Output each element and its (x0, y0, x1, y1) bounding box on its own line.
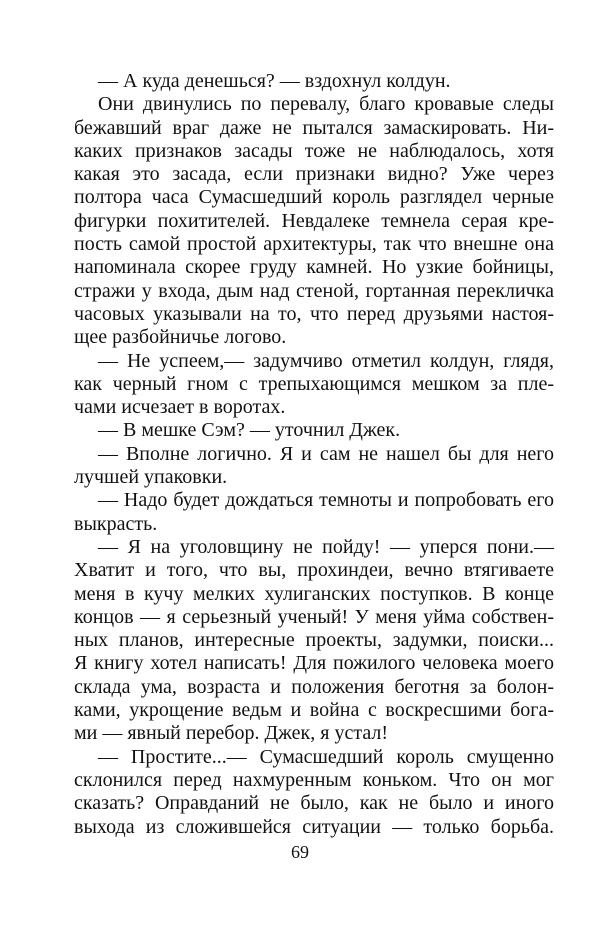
text-line: напоминала скорее груду камней. Но узкие бойницы, (74, 256, 554, 279)
text-line: бежавший враг даже не пытался замаскировать. Ни- (74, 116, 554, 139)
text-line: ками, укрощение ведьм и война с воскресшими бога- (74, 699, 554, 722)
text-line: Я книгу хотел написать! Для пожилого человека моего (74, 652, 554, 675)
text-line: меня в кучу мелких хулиганских поступков. В конце (74, 582, 554, 605)
text-line: щее разбойничье логово. (74, 326, 287, 349)
text-line: ми — явный перебор. Джек, я устал! (74, 722, 389, 745)
book-page-text (74, 70, 554, 839)
text-line: фигурки похитителей. Невдалеке темнела серая кре- (74, 209, 554, 232)
page-number: 69 (291, 842, 309, 862)
text-line: выхода из сложившейся ситуации — только борьба. (74, 815, 554, 838)
text-line: — Я на уголовщину не пойду! — уперся пони.— (98, 535, 554, 558)
text-line: концов — я серьезный ученый! У меня уйма собствен- (74, 605, 554, 628)
text-line: стражи у входа, дым над стеной, гортанная перекличка (74, 279, 554, 302)
text-line: какая это засада, если признаки видно? Уже через (74, 163, 554, 186)
text-line: — Не успеем,— задумчиво отметил колдун, глядя, (98, 349, 554, 372)
text-line: полтора часа Сумасшедший король разглядел черные (74, 186, 554, 209)
text-line: сказать? Оправданий не было, как не было и иного (74, 792, 554, 815)
text-line: как черный гном с трепыхающимся мешком за пле- (74, 372, 554, 395)
text-line: часовых указывали на то, что перед друзьями настоя- (74, 302, 554, 325)
text-line: склонился перед нахмуренным коньком. Что он мог (74, 768, 554, 791)
text-line: лучшей упаковки. (74, 466, 228, 489)
text-line: Хватит и того, что вы, прохиндеи, вечно втягиваете (74, 559, 554, 582)
text-line: чами исчезает в воротах. (74, 396, 286, 419)
text-line: выкрасть. (74, 512, 158, 535)
text-line: — А куда денешься? — вздохнул колдун. (98, 70, 451, 92)
text-line: ных планов, интересные проекты, задумки, поиски... (74, 629, 554, 652)
text-line: — Простите...— Сумасшедший король смущенно (98, 745, 554, 768)
text-line: пость самой простой архитектуры, так что внешне она (74, 233, 554, 256)
text-line: — Вполне логично. Я и сам не нашел бы для него (98, 442, 554, 465)
text-line: склада ума, возраста и положения беготня за болон- (74, 675, 554, 698)
text-line: каких признаков засады тоже не наблюдалось, хотя (74, 139, 554, 162)
text-line: Они двинулись по перевалу, благо кровавые следы (98, 93, 554, 116)
text-line: — В мешке Сэм? — уточнил Джек. (98, 419, 401, 442)
text-line: — Надо будет дождаться темноты и попробовать его (98, 489, 554, 512)
